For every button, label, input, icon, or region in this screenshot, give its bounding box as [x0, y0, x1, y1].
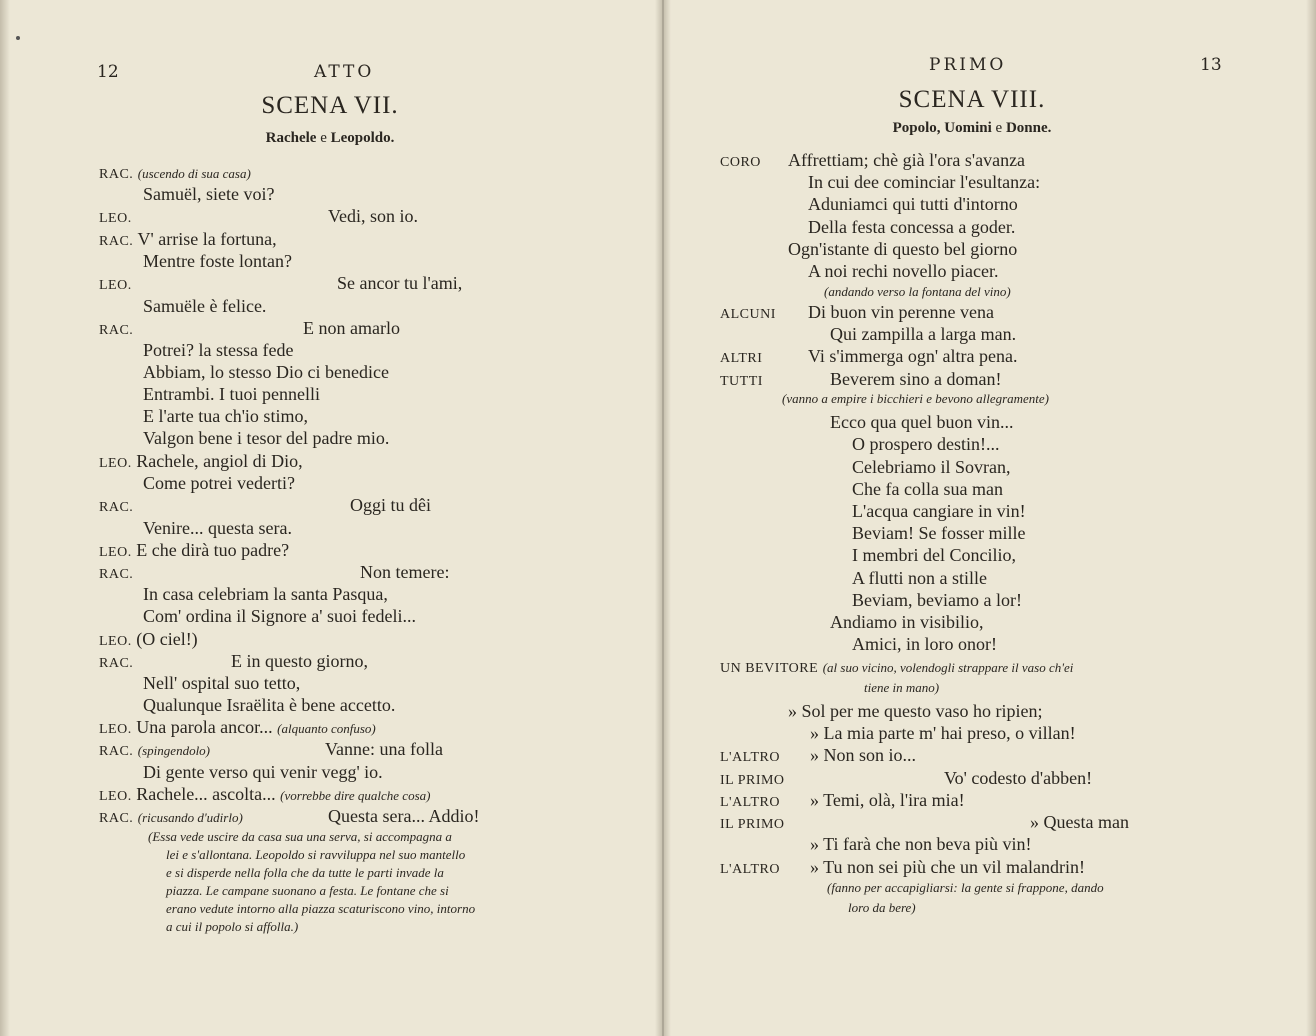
- dialogue-line: » Ti farà che non beva più vin!: [810, 834, 1032, 854]
- speaker-label: IL PRIMO: [720, 773, 785, 788]
- dialogue-line: Qui zampilla a larga man.: [830, 324, 1017, 344]
- dialogue-line: Come potrei vederti?: [143, 473, 295, 493]
- dialogue-line: [99, 273, 132, 294]
- dialogue-line: [720, 150, 761, 171]
- speaker-label: LEO.: [99, 634, 132, 649]
- scene-title: SCENA VIII.: [898, 86, 1046, 113]
- ink-speck: [16, 36, 20, 40]
- dialogue-line: Potrei? la stessa fede: [143, 340, 294, 360]
- closing-stage-direction: (Essa vede uscire da casa sua una serva, si accompagna a: [148, 829, 452, 844]
- dialogue-line: [99, 540, 289, 561]
- speaker-label: RAC.: [99, 567, 134, 582]
- dialogue-text: Vanne: una folla: [325, 739, 443, 759]
- dialogue-line: [99, 451, 303, 472]
- closing-stage-direction: erano vedute intorno alla piazza scaturiscono vino, intorno: [166, 901, 476, 916]
- speaker-label: LEO.: [99, 722, 132, 737]
- speaker-label: RAC.: [99, 234, 134, 249]
- dialogue-text: Una parola ancor...: [136, 717, 273, 737]
- dialogue-line: Samuël, siete voi?: [143, 184, 275, 204]
- book-gutter: [655, 0, 671, 1036]
- dialogue-line: [720, 857, 780, 878]
- speaker-label: LEO.: [99, 278, 132, 293]
- dialogue-line: Amici, in loro onor!: [852, 634, 997, 654]
- character-name: Rachele: [265, 130, 317, 146]
- dialogue-line: [720, 302, 776, 323]
- dialogue-text: Di buon vin perenne vena: [808, 302, 994, 322]
- dialogue-text: Vedi, son io.: [328, 206, 418, 226]
- speaker-label: CORO: [720, 155, 761, 170]
- dialogue-line: Della festa concessa a goder.: [808, 217, 1016, 237]
- dialogue-line: [99, 739, 210, 760]
- dialogue-text: » Tu non sei più che un vil malandrin!: [810, 857, 1085, 877]
- dialogue-line: [720, 745, 780, 766]
- speaker-label: UN BEVITORE: [720, 661, 819, 676]
- dialogue-line: [99, 229, 277, 250]
- conjunction: e: [995, 120, 1003, 136]
- dialogue-line: In casa celebriam la santa Pasqua,: [143, 584, 388, 604]
- dialogue-text: Affrettiam; chè già l'ora s'avanza: [788, 150, 1026, 170]
- dialogue-line: Abbiam, lo stesso Dio ci benedice: [143, 362, 389, 382]
- dialogue-line: [99, 206, 132, 227]
- stage-direction: (uscendo di sua casa): [137, 166, 251, 181]
- dialogue-line: » Sol per me questo vaso ho ripien;: [788, 701, 1043, 721]
- dialogue-text: E in questo giorno,: [231, 651, 368, 671]
- dialogue-line: Ecco qua quel buon vin...: [830, 412, 1014, 432]
- character-name: Popolo,: [892, 120, 941, 136]
- dialogue-text: » Questa man: [1030, 812, 1129, 832]
- conjunction: e: [320, 130, 327, 146]
- speaker-label: RAC.: [99, 656, 134, 671]
- dialogue-line: Celebriamo il Sovran,: [852, 457, 1011, 477]
- stage-direction: (andando verso la fontana del vino): [824, 284, 1011, 299]
- dialogue-line: [99, 784, 430, 805]
- stage-direction: (vorrebbe dire qualche cosa): [280, 788, 431, 803]
- dialogue-line: [720, 346, 762, 367]
- dialogue-text: E non amarlo: [303, 318, 400, 338]
- speaker-label: LEO.: [99, 545, 132, 560]
- closing-stage-direction: e si disperde nella folla che da tutte le parti invade la: [166, 865, 444, 880]
- dialogue-line: [720, 790, 780, 811]
- speaker-label: RAC.: [99, 500, 134, 515]
- speaker-label: RAC.: [99, 323, 134, 338]
- speaker-label: ALCUNI: [720, 307, 776, 322]
- dialogue-line: [99, 629, 198, 650]
- stage-direction: loro da bere): [848, 900, 916, 915]
- page-number: 12: [97, 62, 119, 82]
- dialogue-line: [99, 318, 133, 339]
- page-edge-shadow: [1306, 0, 1316, 1036]
- speaker-label: L'ALTRO: [720, 862, 780, 877]
- dialogue-text: Non temere:: [360, 562, 450, 582]
- speaker-label: RAC.: [99, 167, 134, 182]
- dialogue-line: I membri del Concilio,: [852, 545, 1016, 565]
- dialogue-text: Se ancor tu l'ami,: [337, 273, 463, 293]
- speaker-label: L'ALTRO: [720, 750, 780, 765]
- closing-stage-direction: piazza. Le campane suonano a festa. Le fontane che si: [166, 883, 449, 898]
- dialogue-text: E che dirà tuo padre?: [136, 540, 290, 560]
- dialogue-text: (O ciel!): [136, 629, 198, 649]
- speaker-label: L'ALTRO: [720, 795, 780, 810]
- dialogue-text: Rachele, angiol di Dio,: [136, 451, 303, 471]
- stage-direction: (alquanto confuso): [277, 721, 376, 736]
- dialogue-text: Rachele... ascolta...: [136, 784, 276, 804]
- dialogue-line: [99, 495, 133, 516]
- dialogue-line: [720, 812, 785, 833]
- page-number: 13: [1200, 55, 1222, 75]
- dialogue-line: [720, 768, 785, 789]
- dialogue-line: Qualunque Israëlita è bene accetto.: [143, 695, 396, 715]
- dialogue-line: Beviam, beviamo a lor!: [852, 590, 1022, 610]
- speaker-label: RAC.: [99, 744, 134, 759]
- dialogue-line: » La mia parte m' hai preso, o villan!: [810, 723, 1076, 743]
- stage-direction: (fanno per accapigliarsi: la gente si frappone, dando: [827, 880, 1104, 895]
- closing-stage-direction: a cui il popolo si affolla.): [166, 919, 299, 934]
- character-name: Leopoldo.: [330, 130, 395, 146]
- character-name: Uomini: [944, 120, 992, 136]
- speaker-label: LEO.: [99, 456, 132, 471]
- dialogue-line: [99, 806, 243, 827]
- dialogue-line: [99, 162, 251, 183]
- character-name: Donne.: [1005, 120, 1052, 136]
- dialogue-line: Di gente verso qui venir vegg' io.: [143, 762, 383, 782]
- speaker-label: LEO.: [99, 211, 132, 226]
- dialogue-line: O prospero destin!...: [852, 434, 1000, 454]
- speaker-label: TUTTI: [720, 374, 763, 389]
- dialogue-text: Vo' codesto d'abben!: [944, 768, 1093, 788]
- dialogue-text: Vi s'immerga ogn' altra pena.: [808, 346, 1018, 366]
- dialogue-line: Nell' ospital suo tetto,: [143, 673, 301, 693]
- dialogue-line: [720, 369, 763, 390]
- speaker-label: ALTRI: [720, 351, 763, 366]
- scene-characters: [812, 120, 1132, 137]
- dialogue-line: Samuële è felice.: [143, 296, 267, 316]
- speaker-label: LEO.: [99, 789, 132, 804]
- dialogue-line: Venire... questa sera.: [143, 518, 292, 538]
- dialogue-line: [99, 717, 376, 738]
- dialogue-line: Entrambi. I tuoi pennelli: [143, 384, 320, 404]
- stage-direction: (vanno a empire i bicchieri e bevono allegramente): [782, 391, 1050, 406]
- right-page: [662, 0, 1316, 1036]
- dialogue-line: Aduniamci qui tutti d'intorno: [808, 194, 1018, 214]
- dialogue-line: Beviam! Se fosser mille: [852, 523, 1026, 543]
- dialogue-text: Oggi tu dêi: [350, 495, 431, 515]
- dialogue-line: A flutti non a stille: [852, 568, 987, 588]
- dialogue-line: A noi rechi novello piacer.: [808, 261, 999, 281]
- dialogue-line: L'acqua cangiare in vin!: [852, 501, 1026, 521]
- dialogue-line: [99, 562, 133, 583]
- stage-direction: (ricusando d'udirlo): [137, 810, 243, 825]
- stage-direction: (al suo vicino, volendogli strappare il vaso ch'ei: [822, 660, 1074, 675]
- dialogue-text: Beverem sino a doman!: [830, 369, 1002, 389]
- running-header: PRIMO: [929, 55, 1007, 75]
- closing-stage-direction: lei e s'allontana. Leopoldo si ravviluppa nel suo mantello: [166, 847, 466, 862]
- dialogue-line: In cui dee cominciar l'esultanza:: [808, 172, 1041, 192]
- dialogue-text: » Non son io...: [810, 745, 917, 765]
- scene-characters: [180, 130, 480, 147]
- stage-direction: (spingendolo): [137, 743, 211, 758]
- page-edge-shadow: [0, 0, 10, 1036]
- speaker-label: RAC.: [99, 811, 134, 826]
- running-header: ATTO: [314, 62, 375, 82]
- dialogue-line: Mentre foste lontan?: [143, 251, 292, 271]
- dialogue-line: [720, 656, 1073, 677]
- dialogue-line: Ogn'istante di questo bel giorno: [788, 239, 1018, 259]
- dialogue-text: » Temi, olà, l'ira mia!: [810, 790, 965, 810]
- dialogue-line: Valgon bene i tesor del padre mio.: [143, 428, 390, 448]
- speaker-label: IL PRIMO: [720, 817, 785, 832]
- scene-title: SCENA VII.: [261, 92, 399, 119]
- dialogue-text: Questa sera... Addio!: [328, 806, 480, 826]
- dialogue-line: Andiamo in visibilio,: [830, 612, 984, 632]
- dialogue-text: V' arrise la fortuna,: [137, 229, 277, 249]
- dialogue-line: [99, 651, 133, 672]
- stage-direction: tiene in mano): [864, 680, 940, 695]
- dialogue-line: Com' ordina il Signore a' suoi fedeli...: [143, 606, 416, 626]
- dialogue-line: E l'arte tua ch'io stimo,: [143, 406, 308, 426]
- dialogue-line: Che fa colla sua man: [852, 479, 1003, 499]
